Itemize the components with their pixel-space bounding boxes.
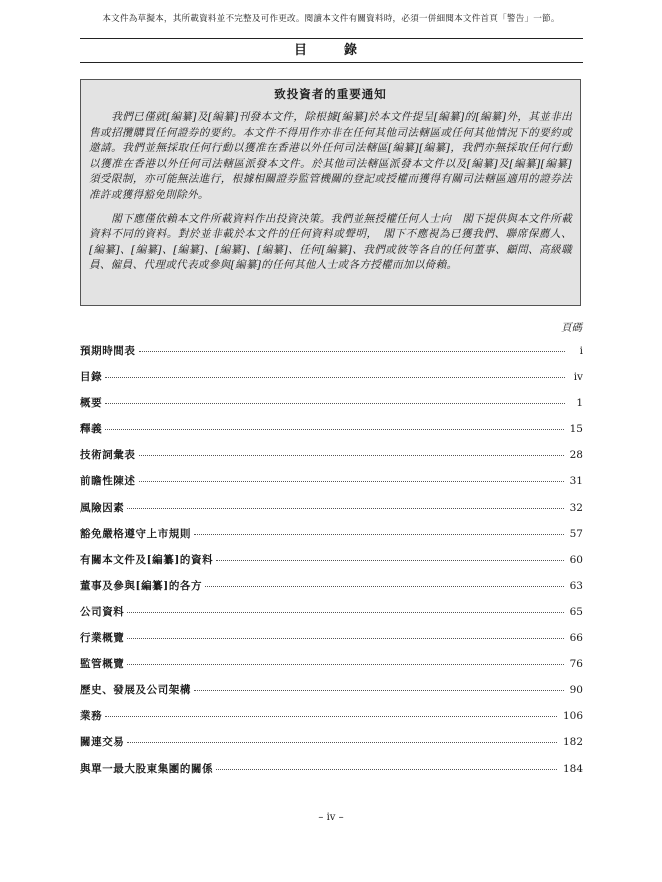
draft-warning-header: 本文件為草擬本，其所載資料並不完整及可作更改。閱讀本文件有關資料時，必須一併細閱本文件首頁「警告」一節。: [102, 14, 560, 24]
toc-entry[interactable]: [80, 500, 583, 526]
toc-entry-title: 行業概覽: [80, 632, 125, 645]
toc-entry[interactable]: [80, 578, 583, 604]
toc-entry[interactable]: [80, 395, 583, 421]
dot-leader: [205, 586, 563, 587]
toc-entry-page: iv: [573, 371, 583, 384]
dot-leader: [139, 351, 566, 352]
toc-entry-page: 1: [576, 397, 583, 410]
dot-leader: [127, 612, 563, 613]
toc-entry-title: 與單一最大股東集團的關係: [80, 762, 214, 775]
toc-entry[interactable]: [80, 369, 583, 395]
toc-entry[interactable]: [80, 526, 583, 552]
table-of-contents: [80, 343, 583, 787]
toc-entry-page: 31: [569, 475, 583, 488]
toc-entry[interactable]: [80, 734, 583, 760]
toc-entry-title: 目錄: [80, 371, 103, 384]
page-title: 目 錄: [80, 38, 583, 63]
toc-entry-page: i: [579, 345, 583, 357]
toc-entry[interactable]: [80, 708, 583, 734]
dot-leader: [216, 769, 557, 770]
toc-entry-page: 63: [569, 579, 583, 592]
toc-entry[interactable]: [80, 421, 583, 447]
dot-leader: [127, 638, 563, 639]
dot-leader: [105, 403, 565, 404]
toc-entry-page: 184: [562, 762, 583, 775]
toc-entry[interactable]: [80, 656, 583, 682]
notice-title: 致投資者的重要通知: [274, 87, 387, 101]
toc-entry-page: 57: [569, 527, 583, 540]
toc-entry[interactable]: [80, 447, 583, 473]
toc-entry-title: 豁免嚴格遵守上市規則: [80, 527, 191, 540]
toc-entry[interactable]: [80, 343, 583, 369]
toc-entry-page: 90: [569, 684, 583, 697]
important-notice-box: [80, 79, 581, 306]
toc-entry[interactable]: [80, 630, 583, 656]
toc-entry-title: 監管概覽: [80, 658, 125, 671]
toc-entry-page: 65: [569, 605, 583, 618]
dot-leader: [105, 377, 565, 378]
toc-entry[interactable]: [80, 682, 583, 708]
toc-entry-page: 182: [562, 736, 583, 749]
toc-entry[interactable]: [80, 604, 583, 630]
dot-leader: [105, 429, 563, 430]
toc-entry-page: 60: [569, 553, 583, 566]
toc-entry-title: 釋義: [80, 423, 103, 436]
toc-entry-title: 董事及參與[編纂]的各方: [80, 579, 203, 592]
dot-leader: [194, 534, 564, 535]
toc-entry-title: 歷史、發展及公司架構: [80, 684, 191, 697]
toc-entry-title: 預期時間表: [80, 345, 136, 357]
toc-entry-title: 風險因素: [80, 501, 125, 514]
toc-entry-title: 公司資料: [80, 605, 125, 618]
notice-paragraph-2: 閣下應僅依賴本文件所載資料作出投資決策。我們並無授權任何人士向 閣下提供與本文件所載資料不同的資料。對於並非載於本文件的任何資料或聲明， 閣下不應視為已獲我們、聯席保薦人、[編纂]、[編纂]、[編纂]、[編纂]、[編纂]、任何[編纂]、我們或彼等各自的任何董事、顧問、高級職員、僱員、代理或代表或參與[編纂]的任何其他人士或各方授權而加以倚賴。: [89, 212, 572, 272]
dot-leader: [216, 560, 563, 561]
toc-entry-page: 15: [569, 423, 583, 436]
dot-leader: [139, 481, 564, 482]
toc-entry-page: 28: [569, 449, 583, 462]
toc-entry-title: 前瞻性陳述: [80, 475, 136, 488]
toc-entry[interactable]: [80, 552, 583, 578]
toc-entry-page: 76: [569, 658, 583, 671]
toc-entry[interactable]: [80, 761, 583, 787]
toc-entry-page: 66: [569, 632, 583, 645]
dot-leader: [127, 664, 563, 665]
toc-entry-page: 32: [569, 501, 583, 514]
dot-leader: [194, 690, 564, 691]
page-column-label: 頁碼: [561, 322, 582, 334]
toc-entry-title: 有關本文件及[編纂]的資料: [80, 553, 214, 566]
dot-leader: [127, 508, 563, 509]
toc-entry-title: 概要: [80, 397, 103, 410]
page-number-footer: – iv –: [318, 812, 344, 823]
dot-leader: [105, 716, 557, 717]
toc-entry-title: 技術詞彙表: [80, 449, 136, 462]
toc-entry[interactable]: [80, 473, 583, 499]
dot-leader: [139, 455, 564, 456]
dot-leader: [127, 742, 557, 743]
toc-entry-title: 關連交易: [80, 736, 125, 749]
toc-entry-title: 業務: [80, 710, 103, 723]
toc-entry-page: 106: [562, 710, 583, 723]
notice-paragraph-1: 我們已僅就[編纂]及[編纂]刊發本文件，除根據[編纂]於本文件提呈[編纂]的[編纂]外，其並非出售或招攬購買任何證券的要約。本文件不得用作亦非在任何其他司法轄區或任何其他情況下的要約或邀請。我們並無採取任何行動以獲准在香港以外任何司法轄區[編纂][編纂]，我們亦無採取任何行動以獲准在香港以外任何司法轄區派發本文件。於其他司法轄區派發本文件以及[編纂]及[編纂][編纂]須受限制，亦可能無法進行，根據相關證券監管機關的登記或授權而獲得有關司法轄區適用的證券法准許或獲得豁免則除外。: [89, 111, 572, 201]
